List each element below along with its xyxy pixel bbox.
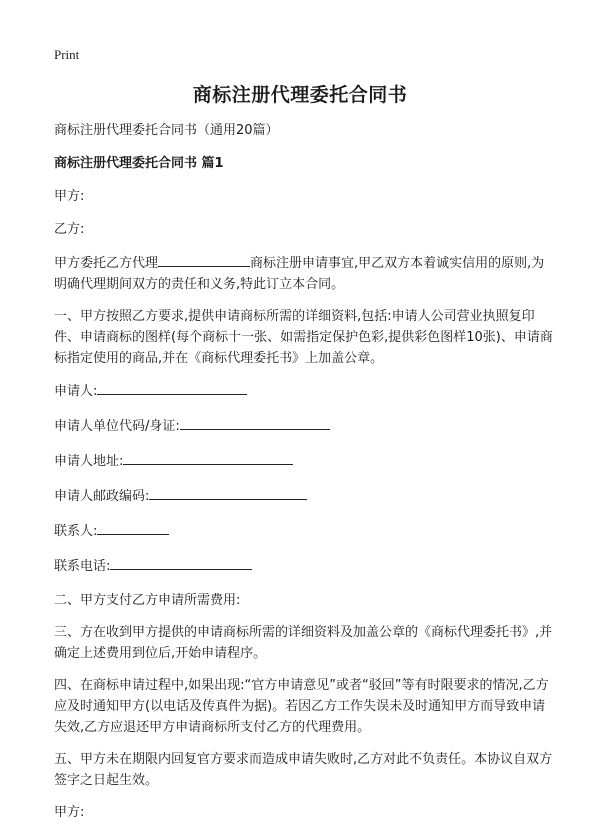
field-applicant-address — [54, 450, 554, 472]
party-a-label: 甲方: — [54, 189, 85, 204]
intro-part2: 商标注册申请事宜,甲乙双方本着诚实信用的原则,为明确代理期间双方的责任和义务,特此订立本合同。 — [54, 256, 545, 292]
field-applicant-postcode — [54, 485, 554, 507]
document-body — [54, 120, 554, 834]
applicant-address-blank — [123, 450, 293, 465]
applicant-address-label: 申请人地址: — [54, 454, 124, 469]
phone-label: 联系电话: — [54, 559, 111, 574]
applicant-label: 申请人: — [54, 384, 98, 399]
intro-paragraph — [54, 252, 554, 295]
document-subtitle: 商标注册代理委托合同书（通用20篇） — [54, 123, 279, 138]
trademark-name-blank — [158, 252, 250, 267]
clause-5: 五、甲方未在期限内回复官方要求而造成申请失败时,乙方对此不负责任。本协议自双方签字之日起生效。 — [54, 752, 553, 788]
intro-part1: 甲方委托乙方代理 — [54, 256, 159, 271]
clause-2: 二、甲方支付乙方申请所需费用: — [54, 593, 241, 608]
clause-1: 一、甲方按照乙方要求,提供申请商标所需的详细资料,包括:申请人公司营业执照复印件、申请商标的图样(每个商标十一张、如需指定保护色彩,提供彩色图样10张)、申请商标指定使用的商品,并在《商标代理委托书》上加盖公章。 — [54, 309, 553, 366]
section-heading: 商标注册代理委托合同书 篇1 — [54, 156, 224, 171]
applicant-id-label: 申请人单位代码/身证: — [54, 419, 180, 434]
clause-3: 三、方在收到甲方提供的申请商标所需的详细资料及加盖公章的《商标代理委托书》,并确定上述费用到位后,开始申请程序。 — [54, 625, 553, 661]
contact-blank — [97, 520, 169, 535]
field-contact — [54, 520, 554, 542]
field-applicant — [54, 380, 554, 402]
applicant-postcode-label: 申请人邮政编码: — [54, 489, 150, 504]
field-phone — [54, 555, 554, 577]
closing-party-a: 甲方: — [54, 805, 85, 820]
phone-blank — [110, 555, 252, 570]
print-label: Print — [54, 47, 80, 62]
field-applicant-id — [54, 415, 554, 437]
clause-4: 四、在商标申请过程中,如果出现:“官方申请意见”或者“驳回”等有时限要求的情况,乙方应及时通知甲方(以电话及传真件为据)。若因乙方工作失误未及时通知甲方而导致申请失效,乙方应退还甲方申请商标所支付乙方的代理费用。 — [54, 678, 549, 735]
contact-label: 联系人: — [54, 524, 98, 539]
page-title: 商标注册代理委托合同书 — [192, 84, 408, 106]
applicant-blank — [97, 380, 247, 395]
applicant-postcode-blank — [149, 485, 307, 500]
applicant-id-blank — [180, 415, 330, 430]
party-b-label: 乙方: — [54, 222, 85, 237]
